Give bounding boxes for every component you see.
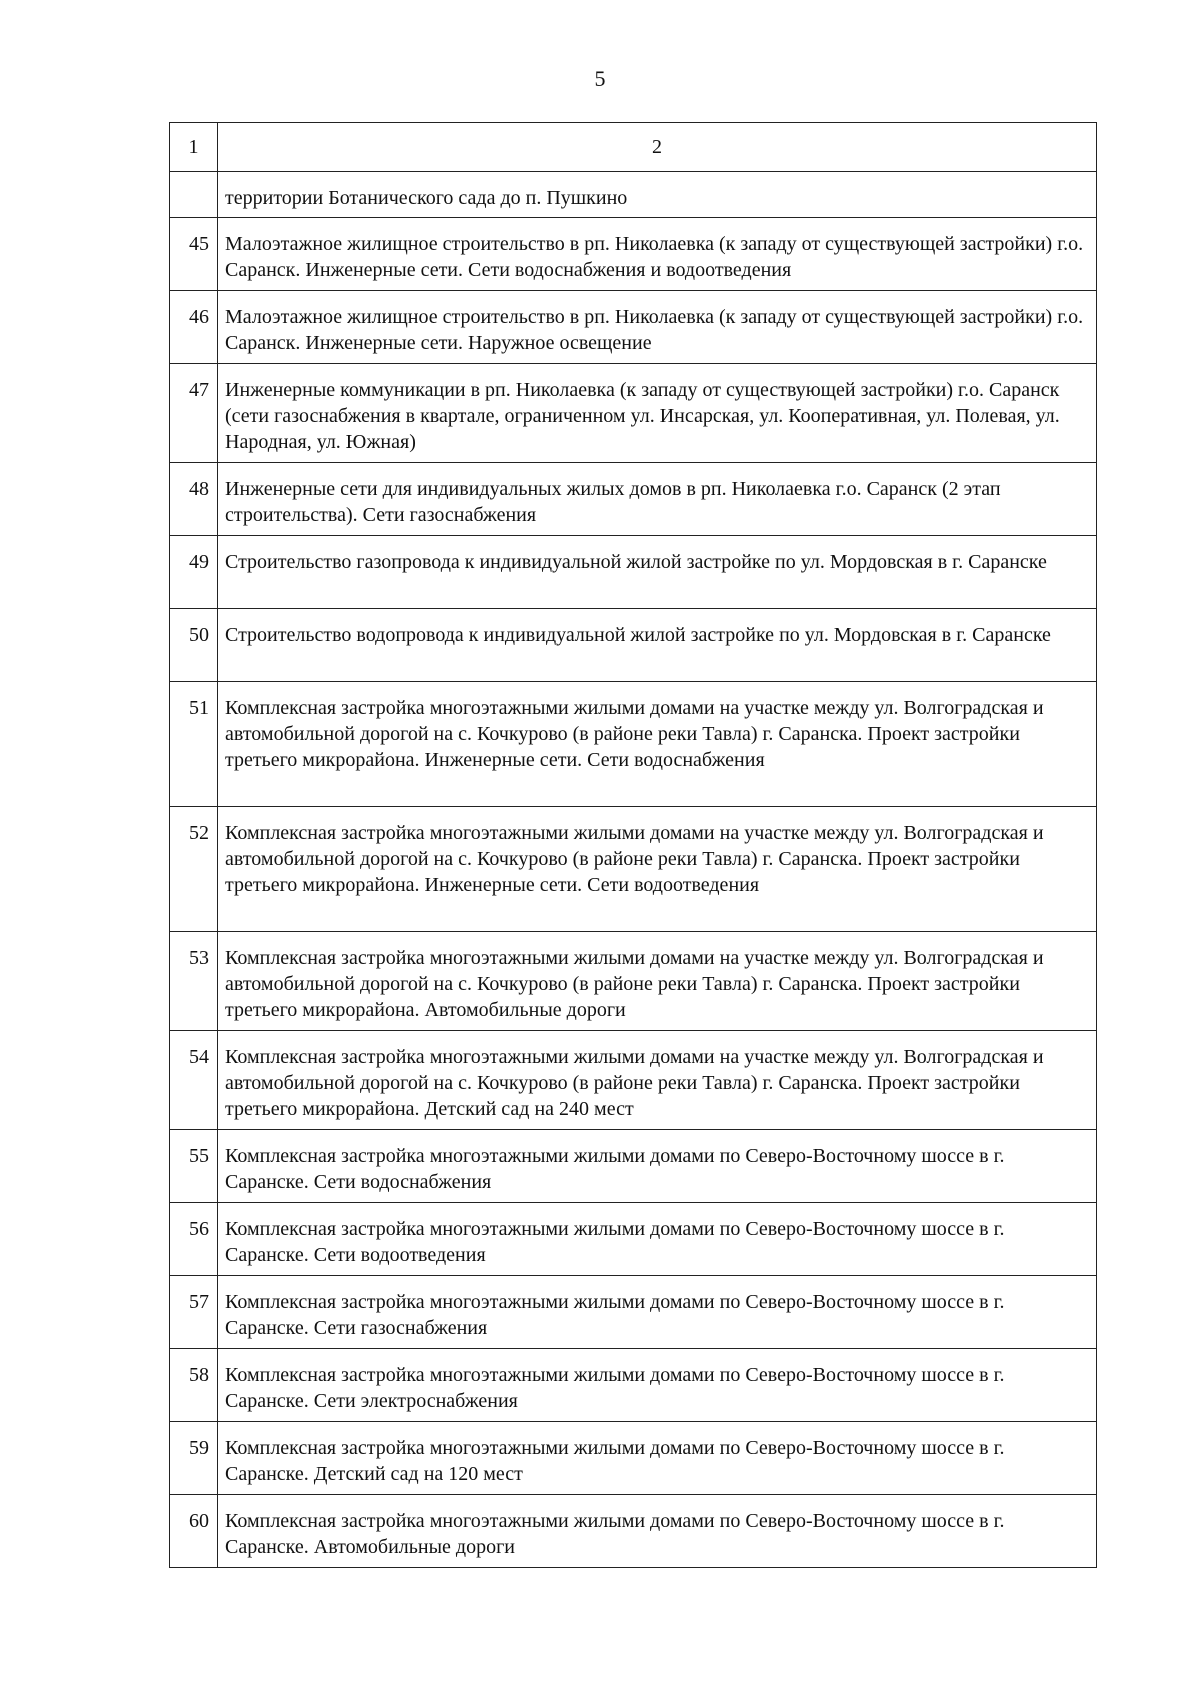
row-description: Инженерные сети для индивидуальных жилых домов в рп. Николаевка г.о. Саранск (2 этап строительства). Сети газоснабжения — [218, 463, 1097, 536]
row-description: Комплексная застройка многоэтажными жилыми домами на участке между ул. Волгоградская и автомобильной дорогой на с. Кочкурово (в районе реки Тавла) г. Саранска. Проект застройки третьего микрорайона. Инженерные сети. Сети водоотведения — [218, 807, 1097, 932]
table-body — [170, 123, 1097, 1568]
row-description: Комплексная застройка многоэтажными жилыми домами на участке между ул. Волгоградская и автомобильной дорогой на с. Кочкурово (в районе реки Тавла) г. Саранска. Проект застройки третьего микрорайона. Автомобильные дороги — [218, 932, 1097, 1031]
row-description: Малоэтажное жилищное строительство в рп. Николаевка (к западу от существующей застройки) г.о. Саранск. Инженерные сети. Наружное освещение — [218, 291, 1097, 364]
table-row — [170, 536, 1097, 609]
row-number: 46 — [170, 291, 218, 364]
table-header-row — [170, 123, 1097, 172]
table-row — [170, 172, 1097, 218]
row-description: Комплексная застройка многоэтажными жилыми домами по Северо-Восточному шоссе в г. Саранске. Сети электроснабжения — [218, 1349, 1097, 1422]
row-number: 56 — [170, 1203, 218, 1276]
row-number: 54 — [170, 1031, 218, 1130]
table-row — [170, 1495, 1097, 1568]
table-row — [170, 932, 1097, 1031]
row-number: 51 — [170, 682, 218, 807]
row-number: 58 — [170, 1349, 218, 1422]
row-description: Комплексная застройка многоэтажными жилыми домами на участке между ул. Волгоградская и автомобильной дорогой на с. Кочкурово (в районе реки Тавла) г. Саранска. Проект застройки третьего микрорайона. Инженерные сети. Сети водоснабжения — [218, 682, 1097, 807]
column-header-number: 1 — [170, 123, 218, 172]
table-row — [170, 463, 1097, 536]
table-row — [170, 682, 1097, 807]
table-row — [170, 1203, 1097, 1276]
table-row — [170, 291, 1097, 364]
row-number: 48 — [170, 463, 218, 536]
table-row — [170, 609, 1097, 682]
row-number: 55 — [170, 1130, 218, 1203]
row-description: Комплексная застройка многоэтажными жилыми домами по Северо-Восточному шоссе в г. Саранске. Сети водоснабжения — [218, 1130, 1097, 1203]
table-row — [170, 1349, 1097, 1422]
row-description: Инженерные коммуникации в рп. Николаевка (к западу от существующей застройки) г.о. Саранск (сети газоснабжения в квартале, ограниченном ул. Инсарская, ул. Кооперативная, ул. Полевая, ул. Народная, ул. Южная) — [218, 364, 1097, 463]
row-description: Комплексная застройка многоэтажными жилыми домами по Северо-Восточному шоссе в г. Саранске. Детский сад на 120 мест — [218, 1422, 1097, 1495]
table-row — [170, 1276, 1097, 1349]
table-row — [170, 1130, 1097, 1203]
row-description: Комплексная застройка многоэтажными жилыми домами по Северо-Восточному шоссе в г. Саранске. Сети водоотведения — [218, 1203, 1097, 1276]
projects-table — [169, 122, 1097, 1568]
row-number: 59 — [170, 1422, 218, 1495]
row-description: Малоэтажное жилищное строительство в рп. Николаевка (к западу от существующей застройки) г.о. Саранск. Инженерные сети. Сети водоснабжения и водоотведения — [218, 218, 1097, 291]
row-number: 60 — [170, 1495, 218, 1568]
row-description: Строительство водопровода к индивидуальной жилой застройке по ул. Мордовская в г. Саранске — [218, 609, 1097, 682]
row-number: 47 — [170, 364, 218, 463]
row-number: 49 — [170, 536, 218, 609]
column-header-description: 2 — [218, 123, 1097, 172]
table-row — [170, 1422, 1097, 1495]
row-description: территории Ботанического сада до п. Пушкино — [218, 172, 1097, 218]
table-row — [170, 218, 1097, 291]
row-number: 53 — [170, 932, 218, 1031]
page-number: 5 — [594, 66, 606, 91]
row-number: 45 — [170, 218, 218, 291]
row-description: Комплексная застройка многоэтажными жилыми домами по Северо-Восточному шоссе в г. Саранске. Сети газоснабжения — [218, 1276, 1097, 1349]
row-description: Комплексная застройка многоэтажными жилыми домами на участке между ул. Волгоградская и автомобильной дорогой на с. Кочкурово (в районе реки Тавла) г. Саранска. Проект застройки третьего микрорайона. Детский сад на 240 мест — [218, 1031, 1097, 1130]
row-number: 57 — [170, 1276, 218, 1349]
row-number: 50 — [170, 609, 218, 682]
table-row — [170, 364, 1097, 463]
table-row — [170, 1031, 1097, 1130]
table-row — [170, 807, 1097, 932]
row-description: Комплексная застройка многоэтажными жилыми домами по Северо-Восточному шоссе в г. Саранске. Автомобильные дороги — [218, 1495, 1097, 1568]
row-number: 52 — [170, 807, 218, 932]
row-description: Строительство газопровода к индивидуальной жилой застройке по ул. Мордовская в г. Саранске — [218, 536, 1097, 609]
row-number — [170, 172, 218, 218]
